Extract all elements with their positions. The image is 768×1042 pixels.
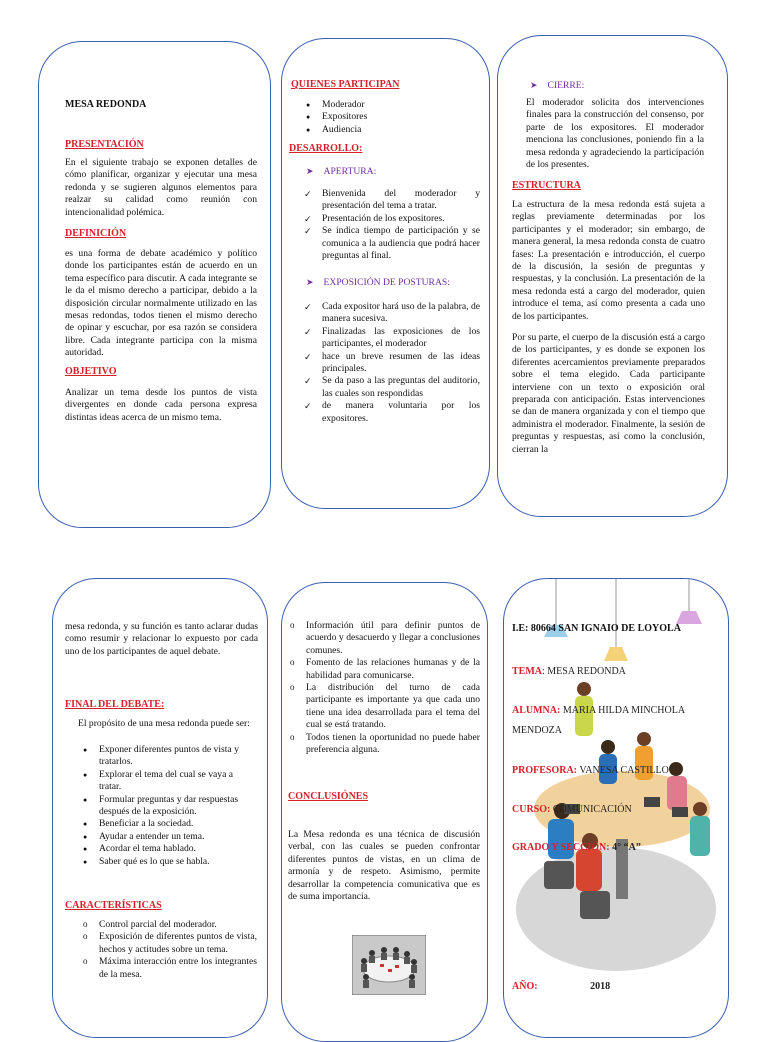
list-item: ● Acordar el tema hablado. xyxy=(79,843,257,855)
cover-profesora xyxy=(512,761,722,781)
beneficios-list xyxy=(286,620,480,756)
school-name: I.E: 80664 SAN IGNAIO DE LOYOLA xyxy=(512,623,681,634)
round-table-meeting-image xyxy=(352,935,426,995)
list-item: o Exposición de diferentes puntos de vista, hechos y actitudes sobre un tema. xyxy=(79,931,257,956)
grado-value: 4° “A” xyxy=(612,842,641,853)
list-item: o Máxima interacción entre los integrantes de la mesa. xyxy=(79,956,257,981)
profesora-label: PROFESORA: xyxy=(512,765,577,776)
list-item: ✓ Se da paso a las preguntas del auditorio, las cuales son respondidas xyxy=(302,375,480,400)
objetivo-text: Analizar un tema desde los puntos de vista divergentes en donde cada persona expresa distintas ideas acerca de un mismo tema. xyxy=(65,387,257,423)
anio-label: AÑO: xyxy=(512,981,538,992)
cover-grado xyxy=(512,838,722,858)
presentacion-text: En el siguiente trabajo se exponen detalles de cómo planificar, organizar y ejecutar una mesa redonda y se sugieren algunos elementos para realzar su calidad como reunión con intencionalidad polémica. xyxy=(65,157,257,218)
estructura-text-1: La estructura de la mesa redonda está sujeta a reglas previamente determinadas por los participantes y el moderador; sin embargo, de manera general, la mesa redonda consta de cuatro fases: La presentación e introducción, el cuerpo de la discusión, la sesión de preguntas y respuestas, y la conclusión. La presentación de la mesa redonda está a cargo del moderador, quien introduce el tema, así como presenta a cada uno de los participantes. xyxy=(512,199,705,322)
list-item: ● Moderador xyxy=(302,99,472,111)
list-item: ● Expositores xyxy=(302,111,472,123)
conclusiones-text: La Mesa redonda es una técnica de discusión verbal, con las cuales se pueden confrontar diferentes puntos de vistas, en un clima de armonía y de respeto. Asimismo, permite desarrollar la competencia comunicativa que es de suma importancia. xyxy=(288,829,480,903)
heading-definicion: DEFINICIÓN xyxy=(65,228,127,239)
heading-objetivo: OBJETIVO xyxy=(65,366,117,377)
list-item: o Información útil para definir puntos de acuerdo y desacuerdo y llegar a conclusiones comunes. xyxy=(286,620,480,657)
curso-value: COMUNICACIÓN xyxy=(552,804,632,815)
heading-final-debate: FINAL DEL DEBATE: xyxy=(65,699,165,710)
grado-label: GRADO Y SECCIÓN: xyxy=(512,842,610,853)
list-item: ✓ Se indica tiempo de participación y se comunica a la audiencia que podrá hacer preguntas al final. xyxy=(302,225,480,262)
list-item: o Control parcial del moderador. xyxy=(79,919,257,931)
list-item: o Fomento de las relaciones humanas y de la habilidad para comunicarse. xyxy=(286,657,480,682)
list-item: ● Ayudar a entender un tema. xyxy=(79,831,257,843)
heading-apertura: ➤ APERTURA: xyxy=(306,165,376,178)
profesora-value: VANESA CASTILLO xyxy=(579,765,669,776)
heading-estructura: ESTRUCTURA xyxy=(512,180,581,191)
list-item: ✓ Finalizadas las exposiciones de los participantes, el moderador xyxy=(302,326,480,351)
exposicion-list xyxy=(302,301,480,425)
heading-quienes-participan: QUIENES PARTICIPAN xyxy=(291,79,400,90)
final-list xyxy=(79,744,257,868)
list-item: ● Audiencia xyxy=(302,124,472,136)
panel-estructura xyxy=(497,35,728,517)
heading-desarrollo: DESARROLLO: xyxy=(289,143,363,154)
continuation-text: mesa redonda, y su función es tanto aclarar dudas como resumir y relacionar lo expuesto por cada uno de los participantes de aquel debate. xyxy=(65,621,258,657)
alumna-label: ALUMNA: xyxy=(512,705,561,716)
final-intro: El propósito de una mesa redonda puede ser: xyxy=(78,718,250,729)
tema-label: TEMA xyxy=(512,666,542,677)
heading-presentacion: PRESENTACIÓN xyxy=(65,139,144,150)
panel-presentacion xyxy=(38,41,271,528)
anio-value: 2018 xyxy=(590,981,611,992)
caracteristicas-list xyxy=(79,919,257,981)
panel-participantes xyxy=(281,38,490,509)
tema-value: : MESA REDONDA xyxy=(542,666,626,677)
alumna-value: MARIA HILDA MINCHOLA MENDOZA xyxy=(512,705,685,736)
panel-conclusiones xyxy=(281,582,488,1042)
list-item: o La distribución del turno de cada participante es importante ya que cada uno tiene una idea desarrollada para el tema del cual se está tratando. xyxy=(286,682,480,732)
heading-exposicion: ➤ EXPOSICIÓN DE POSTURAS: xyxy=(306,276,450,289)
cierre-text: El moderador solicita dos intervenciones finales para la construcción del consenso, por parte de los expositores. El moderador menciona las conclusiones, poniendo fin a la mesa redonda y agradeciendo la participación de los presentes. xyxy=(526,97,704,171)
panel-final-debate xyxy=(52,578,268,1038)
curso-label: CURSO: xyxy=(512,804,551,815)
list-item: ● Beneficiar a la sociedad. xyxy=(79,818,257,830)
brochure-title: MESA REDONDA xyxy=(65,99,147,110)
list-item: ✓ de manera voluntaria por los expositores. xyxy=(302,400,480,425)
list-item: ● Formular preguntas y dar respuestas después de la exposición. xyxy=(79,794,257,819)
list-item: ✓ Bienvenida del moderador y presentación del tema a tratar. xyxy=(302,188,480,213)
list-item: ● Exponer diferentes puntos de vista y tratarlos. xyxy=(79,744,257,769)
definicion-text: es una forma de debate académico y político donde los participantes están de acuerdo en un tema específico para discutir. A cada integrante se le da el mismo derecho a participar, debido a la disposición circular normalmente utilizado en las mesas redondas, todos tienen el mismo derecho de opinar y escuchar, por esa razón se considera libre. Cada integrante participa con la misma autoridad. xyxy=(65,248,257,359)
list-item: ● Saber qué es lo que se habla. xyxy=(79,856,257,868)
list-item: ✓ hace un breve resumen de las ideas principales. xyxy=(302,351,480,376)
list-item: ✓ Presentación de los expositores. xyxy=(302,213,480,225)
list-item: ● Explorar el tema del cual se vaya a tratar. xyxy=(79,769,257,794)
cover-curso xyxy=(512,800,722,820)
heading-cierre: ➤ CIERRE: xyxy=(530,79,584,92)
apertura-list xyxy=(302,188,480,262)
cover-alumna xyxy=(512,701,712,741)
heading-caracteristicas: CARACTERÍSTICAS xyxy=(65,900,162,911)
list-item: o Todos tienen la oportunidad no puede haber preferencia alguna. xyxy=(286,732,480,757)
participantes-list xyxy=(302,99,472,136)
list-item: ✓ Cada expositor hará uso de la palabra, de manera sucesiva. xyxy=(302,301,480,326)
cover-anio xyxy=(512,977,722,997)
estructura-text-2: Por su parte, el cuerpo de la discusión está a cargo de los participantes, y es donde se exponen los diferentes acercamientos previamente preparados sobre el tema elegido. Cada participante interviene con un texto o exposición oral preparada con anticipación. Estas intervenciones se dan de manera organizada y con el tiempo que administra el moderador. Finalmente, la sesión de preguntas y respuestas, así como la conclusión, cierran la xyxy=(512,332,705,455)
cover-tema xyxy=(512,662,722,682)
heading-conclusiones: CONCLUSIÓNES xyxy=(288,791,369,802)
panel-cover xyxy=(503,578,729,1038)
